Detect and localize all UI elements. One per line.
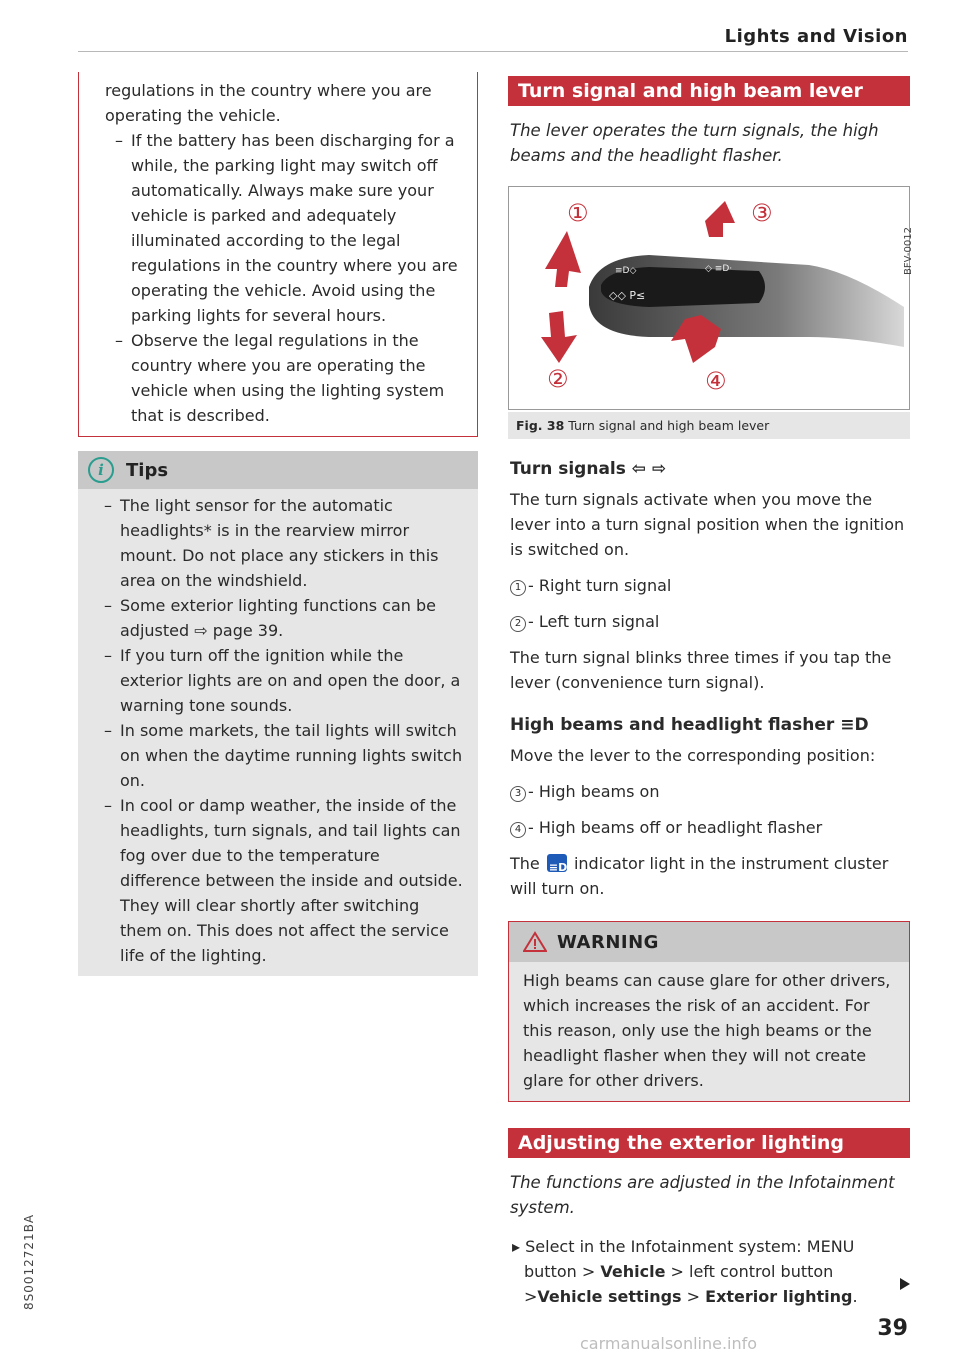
tips-body [78, 489, 478, 976]
tips-item: – If you turn off the ignition while the exterior lights are on and open the door, a warning tone sounds. [104, 646, 461, 715]
figure-code: BFV-0012 [903, 227, 914, 275]
turn-signals-text: The turn signals activate when you move the lever into a turn signal position when the ignition is switched on. [510, 490, 905, 559]
turn-signals-heading: Turn signals ⇦ ⇨ [510, 459, 667, 479]
arrow-up-left [545, 231, 581, 287]
figure-caption-text: Turn signal and high beam lever [568, 418, 770, 433]
warning-box [508, 921, 910, 1102]
tips-item: – In cool or damp weather, the inside of the headlights, turn signals, and tail lights can fog over due to the temperature difference between the inside and outside. They will clear shortly after switching them on. This does not affect the service life of the lighting. [104, 796, 463, 965]
section-title-exterior-lighting: Adjusting the exterior lighting [508, 1128, 910, 1158]
section-intro: The functions are adjusted in the Infotainment system. [510, 1173, 895, 1217]
callout-marker: 1 [510, 580, 526, 596]
convenience-turn-signal-note: The turn signal blinks three times if you tap the lever (convenience turn signal). [510, 648, 892, 692]
callout-4: ④ [705, 367, 727, 395]
callout-marker: 2 [510, 616, 526, 632]
high-beam-indicator-icon [547, 854, 567, 872]
turn-signal-right-item: 1 - Right turn signal [510, 573, 910, 598]
callout-marker: 3 [510, 786, 526, 802]
left-column [78, 72, 478, 976]
high-beams-heading: High beams and headlight flasher ≡D [510, 715, 869, 735]
high-beams-text: Move the lever to the corresponding position: [510, 746, 876, 765]
indicator-light-text: The ≡D indicator light in the instrument cluster will turn on. [510, 851, 910, 901]
high-beams-off-item: 4 - High beams off or headlight flasher [510, 815, 910, 840]
lever-illustration [509, 187, 909, 409]
tips-item: – The light sensor for the automatic headlights* is in the rearview mirror mount. Do not place any stickers in this area on the windshield. [104, 496, 439, 590]
warning-header [509, 922, 909, 962]
lever-label: ◇ ≡D· [705, 264, 733, 274]
instruction-step: ▸ Select in the Infotainment system: MENU button > Vehicle > left control button >Vehicle settings > Exterior lighting. [512, 1237, 858, 1306]
header-rule [78, 51, 908, 52]
callout-marker: 4 [510, 822, 526, 838]
warning-text: High beams can cause glare for other drivers, which increases the risk of an accident. For this reason, only use the high beams or the headlight flasher when they will not create glare for other drivers. [523, 971, 891, 1090]
page-header-title: Lights and Vision [724, 26, 908, 47]
warning-continuation-box [78, 72, 478, 437]
tips-title: Tips [126, 459, 169, 481]
high-beams-on-item: 3 - High beams on [510, 779, 910, 804]
callout-1: ① [567, 199, 589, 227]
warning-continuation-text: regulations in the country where you are operating the vehicle. [105, 81, 432, 125]
right-column [508, 76, 914, 1309]
page-number: 39 [877, 1316, 908, 1341]
callout-2: ② [547, 365, 569, 393]
continue-arrow-icon [900, 1278, 910, 1290]
lever-label: ◇◇ P≤ [609, 289, 646, 302]
watermark: carmanualsonline.info [580, 1334, 758, 1353]
warning-title: WARNING [557, 931, 659, 953]
section-intro: The lever operates the turn signals, the high beams and the headlight flasher. [510, 121, 879, 165]
lever-label: ≡D◇ [615, 266, 637, 276]
tips-item: – Some exterior lighting functions can be adjusted ⇨ page 39. [104, 596, 436, 640]
document-code: 8S0012721BA [22, 1213, 36, 1310]
tips-item: – In some markets, the tail lights will switch on when the daytime running lights switch on. [104, 721, 463, 790]
callout-3: ③ [751, 199, 773, 227]
arrow-down-left [541, 311, 577, 363]
figure-caption-label: Fig. 38 [516, 418, 565, 433]
info-icon: i [88, 457, 114, 483]
warning-triangle-icon [523, 931, 547, 953]
warning-body [509, 962, 909, 1101]
warning-list-item: – If the battery has been discharging for a while, the parking light may switch off automatically. Always make sure your vehicle is parked and adequately illuminated according to the legal regulations in the country where you are operating the vehicle. Avoid using the parking lights for several hours. [115, 131, 458, 325]
arrow-up-right [705, 201, 735, 237]
section-title-turn-signal: Turn signal and high beam lever [508, 76, 910, 106]
tips-header [78, 451, 478, 489]
figure-caption [508, 412, 910, 439]
warning-list-item: – Observe the legal regulations in the country where you are operating the vehicle when using the lighting system that is described. [115, 331, 445, 425]
turn-signal-left-item: 2 - Left turn signal [510, 609, 910, 634]
lever-figure [508, 186, 914, 410]
